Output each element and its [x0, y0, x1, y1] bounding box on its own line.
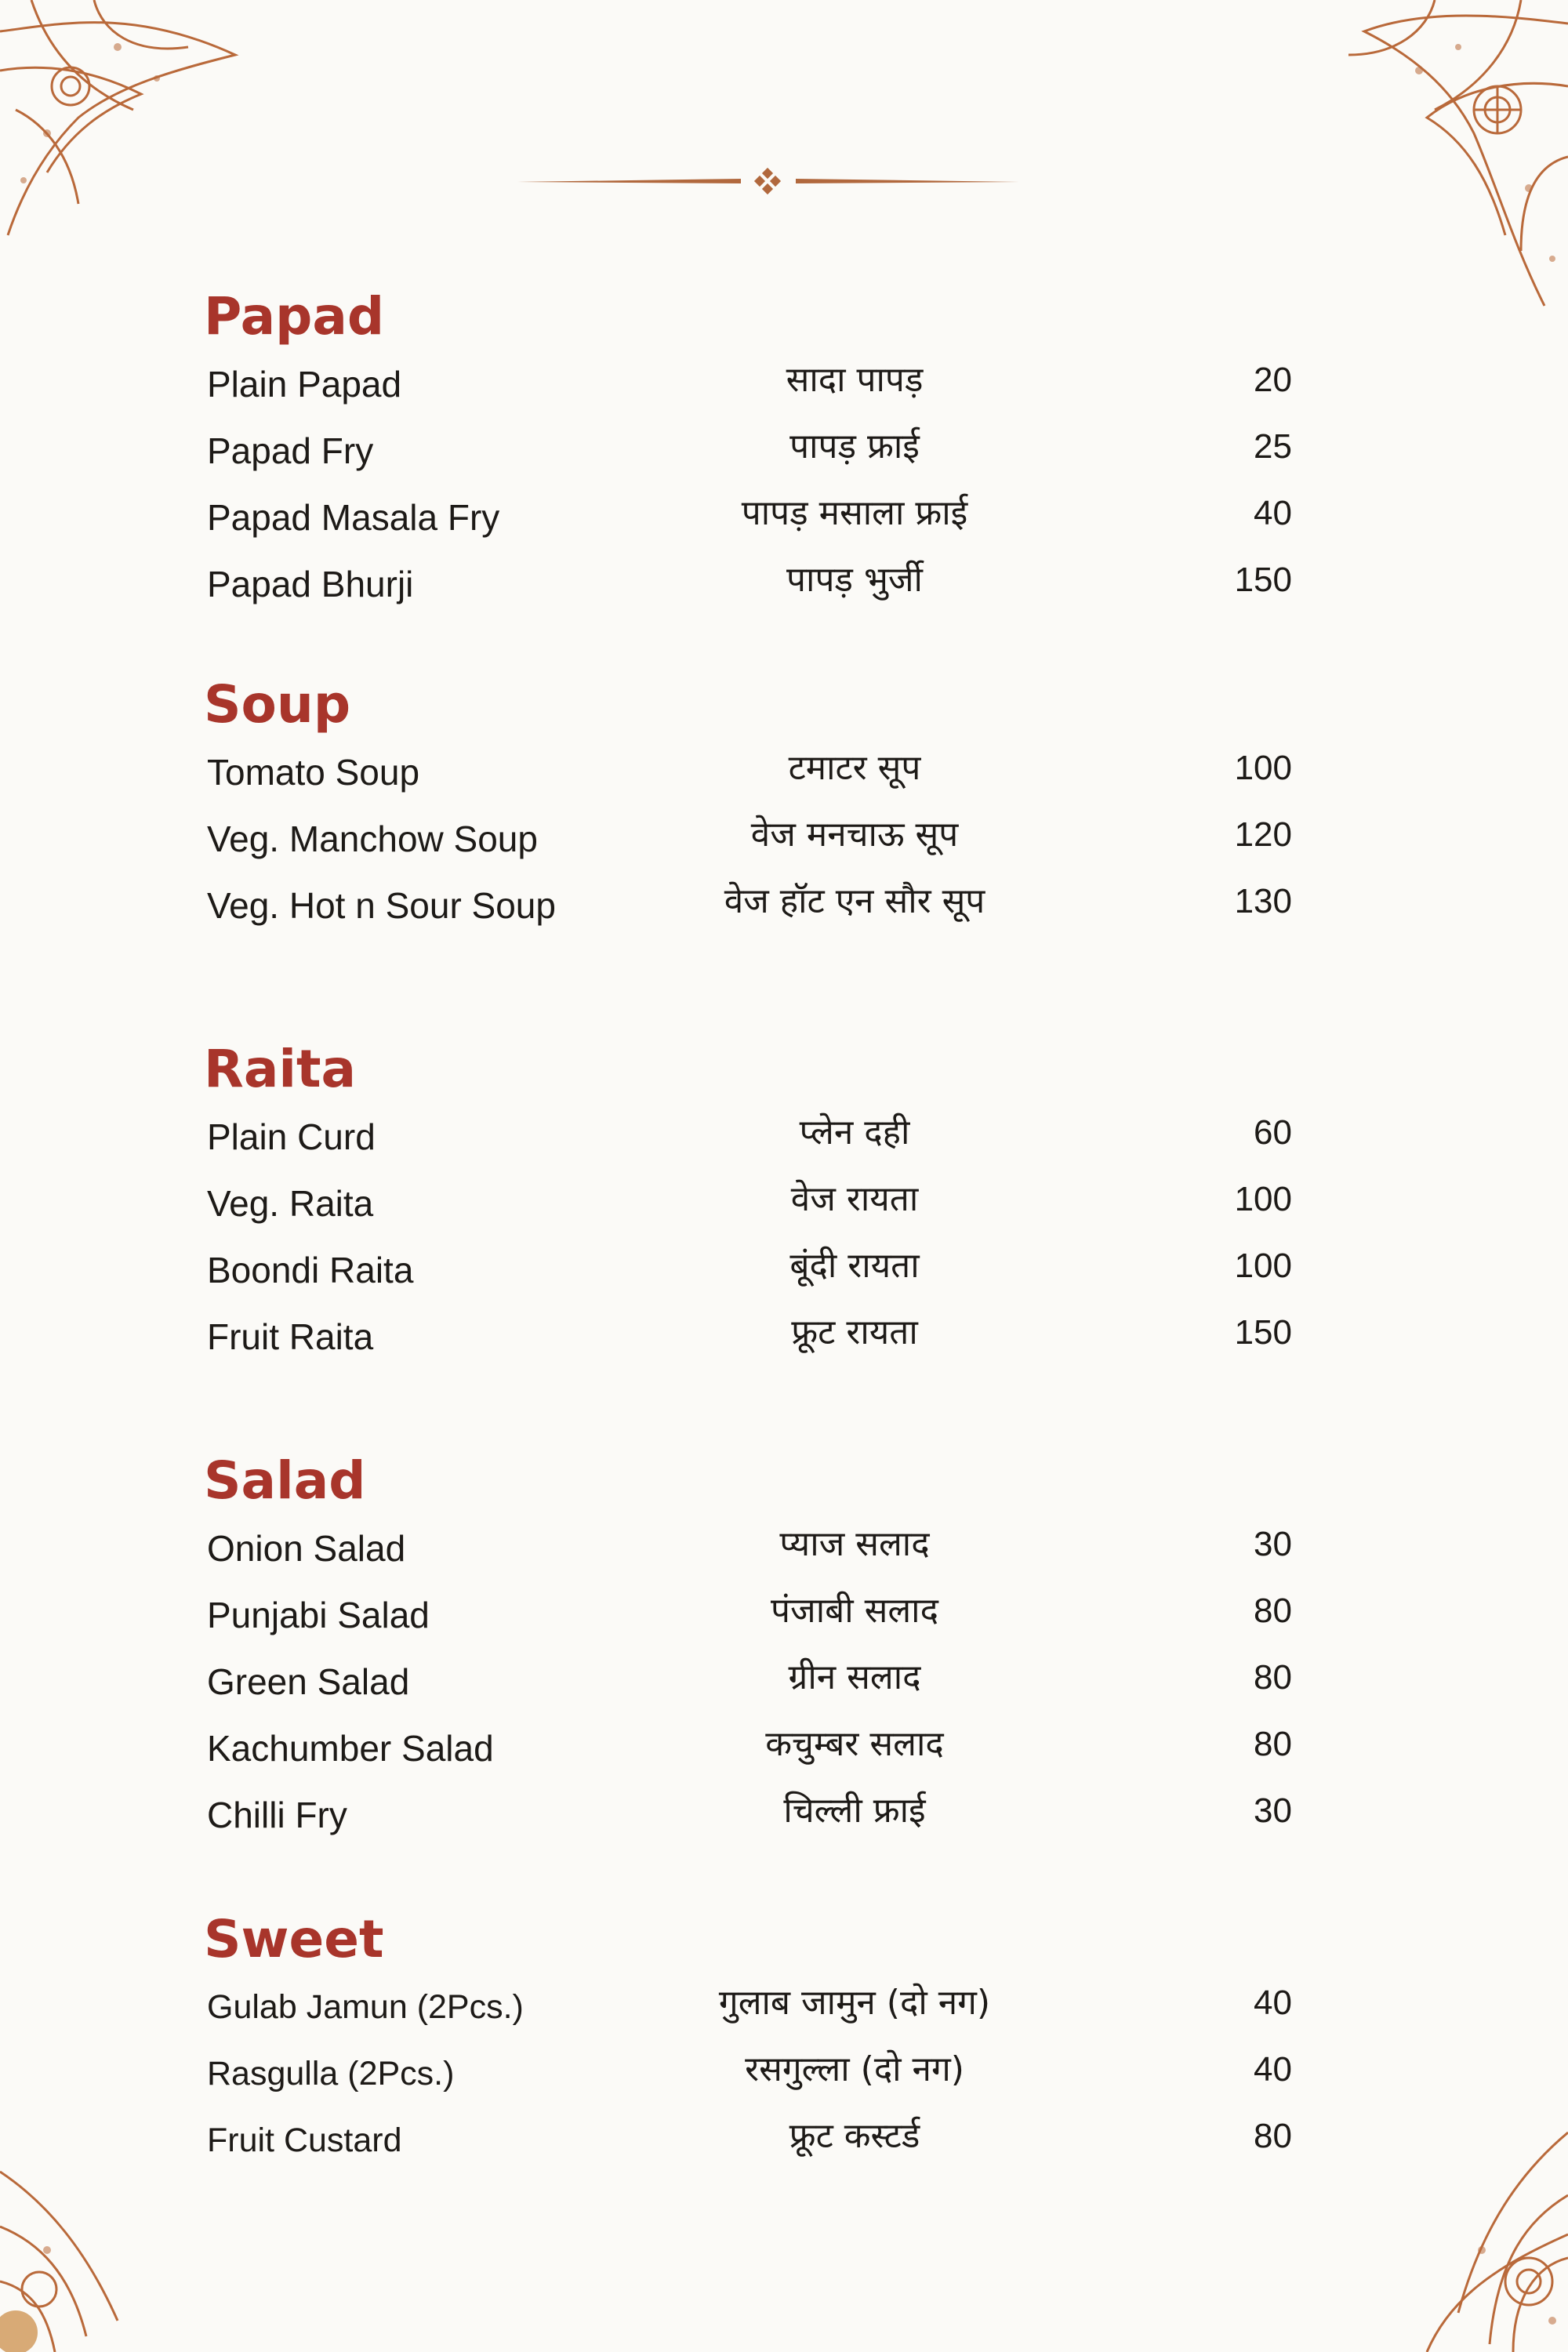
menu-item — [204, 1304, 1333, 1370]
item-name-hindi: फ्रूट रायता — [791, 1312, 918, 1352]
section-raita — [204, 1035, 1333, 1370]
item-price: 40 — [1254, 494, 1292, 532]
item-name-english: Rasgulla (2Pcs.) — [207, 2055, 455, 2092]
item-name-english: Papad Masala Fry — [207, 497, 500, 538]
item-price: 100 — [1234, 749, 1292, 787]
item-price: 25 — [1254, 427, 1292, 466]
item-name-hindi: रसगुल्ला (दो नग) — [745, 2049, 964, 2089]
menu-item — [204, 1649, 1333, 1715]
item-name-hindi: कचुम्बर सलाद — [765, 1724, 944, 1764]
item-price: 80 — [1254, 1592, 1292, 1630]
menu-item — [204, 485, 1333, 551]
mandala-ornament-bottom-right — [1380, 2125, 1568, 2352]
item-name-english: Punjabi Salad — [207, 1595, 430, 1635]
item-price: 150 — [1234, 1313, 1292, 1352]
section-sweet — [204, 1905, 1333, 2174]
item-name-english: Gulab Jamun (2Pcs.) — [207, 1988, 524, 2026]
item-price: 30 — [1254, 1791, 1292, 1830]
menu-item — [204, 1515, 1333, 1582]
item-name-hindi: बूंदी रायता — [789, 1246, 920, 1286]
item-price: 80 — [1254, 1725, 1292, 1763]
item-name-english: Fruit Custard — [207, 2122, 402, 2159]
menu-item — [204, 1104, 1333, 1171]
item-price: 130 — [1234, 882, 1292, 920]
item-name-hindi: वेज मनचाऊ सूप — [750, 815, 959, 855]
mandala-ornament-top-left — [0, 0, 251, 251]
item-name-english: Kachumber Salad — [207, 1728, 494, 1769]
item-name-english: Chilli Fry — [207, 1795, 347, 1835]
menu-item — [204, 1974, 1333, 2041]
menu-item — [204, 351, 1333, 418]
item-name-hindi: पापड़ भुर्जी — [786, 560, 923, 600]
menu-item — [204, 739, 1333, 806]
section-salad — [204, 1446, 1333, 1849]
item-name-english: Fruit Raita — [207, 1316, 374, 1357]
mandala-ornament-bottom-left — [0, 2156, 133, 2352]
item-name-hindi: सादा पापड़ — [786, 360, 924, 400]
menu-item — [204, 1171, 1333, 1237]
section-papad — [204, 282, 1333, 618]
item-price: 30 — [1254, 1525, 1292, 1563]
item-name-english: Onion Salad — [207, 1528, 406, 1569]
item-price: 40 — [1254, 1984, 1292, 2022]
item-name-hindi: ग्रीन सलाद — [788, 1657, 921, 1697]
item-name-english: Papad Bhurji — [207, 564, 414, 604]
menu-item — [204, 1715, 1333, 1782]
item-name-english: Boondi Raita — [207, 1250, 414, 1290]
menu-item — [204, 2041, 1333, 2107]
item-name-hindi: टमाटर सूप — [788, 748, 921, 788]
section-soup — [204, 670, 1333, 939]
item-name-hindi: वेज रायता — [790, 1179, 919, 1219]
item-price: 40 — [1254, 2050, 1292, 2089]
item-price: 20 — [1254, 361, 1292, 399]
menu-item — [204, 1237, 1333, 1304]
section-title: Raita — [204, 1039, 357, 1099]
item-name-english: Plain Papad — [207, 364, 402, 405]
menu-item — [204, 806, 1333, 873]
item-name-hindi: प्लेन दही — [799, 1112, 910, 1152]
item-name-hindi: वेज हॉट एन सौर सूप — [724, 881, 985, 921]
mandala-ornament-top-right — [1286, 0, 1568, 314]
item-price: 100 — [1234, 1180, 1292, 1218]
menu-item — [204, 1582, 1333, 1649]
item-price: 120 — [1234, 815, 1292, 854]
menu-item — [204, 2107, 1333, 2174]
item-name-english: Papad Fry — [207, 430, 374, 471]
item-price: 60 — [1254, 1113, 1292, 1152]
menu-item — [204, 873, 1333, 939]
item-name-hindi: पापड़ मसाला फ्राई — [741, 493, 968, 533]
item-price: 150 — [1234, 561, 1292, 599]
item-name-hindi: फ्रूट कस्टर्ड — [789, 2116, 920, 2156]
item-name-english: Plain Curd — [207, 1116, 376, 1157]
section-title: Salad — [204, 1450, 366, 1511]
item-price: 80 — [1254, 2117, 1292, 2155]
item-name-english: Veg. Raita — [207, 1183, 374, 1224]
section-title: Soup — [204, 674, 351, 735]
item-name-english: Tomato Soup — [207, 752, 420, 793]
item-name-hindi: पंजाबी सलाद — [771, 1591, 938, 1631]
item-name-english: Veg. Manchow Soup — [207, 818, 538, 859]
item-name-hindi: प्याज सलाद — [779, 1524, 930, 1564]
item-price: 100 — [1234, 1247, 1292, 1285]
section-title: Sweet — [204, 1909, 384, 1969]
item-name-english: Green Salad — [207, 1661, 410, 1702]
item-name-hindi: चिल्ली फ्राई — [783, 1791, 926, 1831]
menu-item — [204, 1782, 1333, 1849]
item-name-hindi: पापड़ फ्राई — [789, 426, 920, 466]
header-divider-ornament — [517, 165, 1019, 196]
item-price: 80 — [1254, 1658, 1292, 1697]
section-title: Papad — [204, 286, 385, 347]
menu-item — [204, 418, 1333, 485]
item-name-english: Veg. Hot n Sour Soup — [207, 885, 556, 926]
item-name-hindi: गुलाब जामुन (दो नग) — [718, 1983, 991, 2023]
menu-item — [204, 551, 1333, 618]
